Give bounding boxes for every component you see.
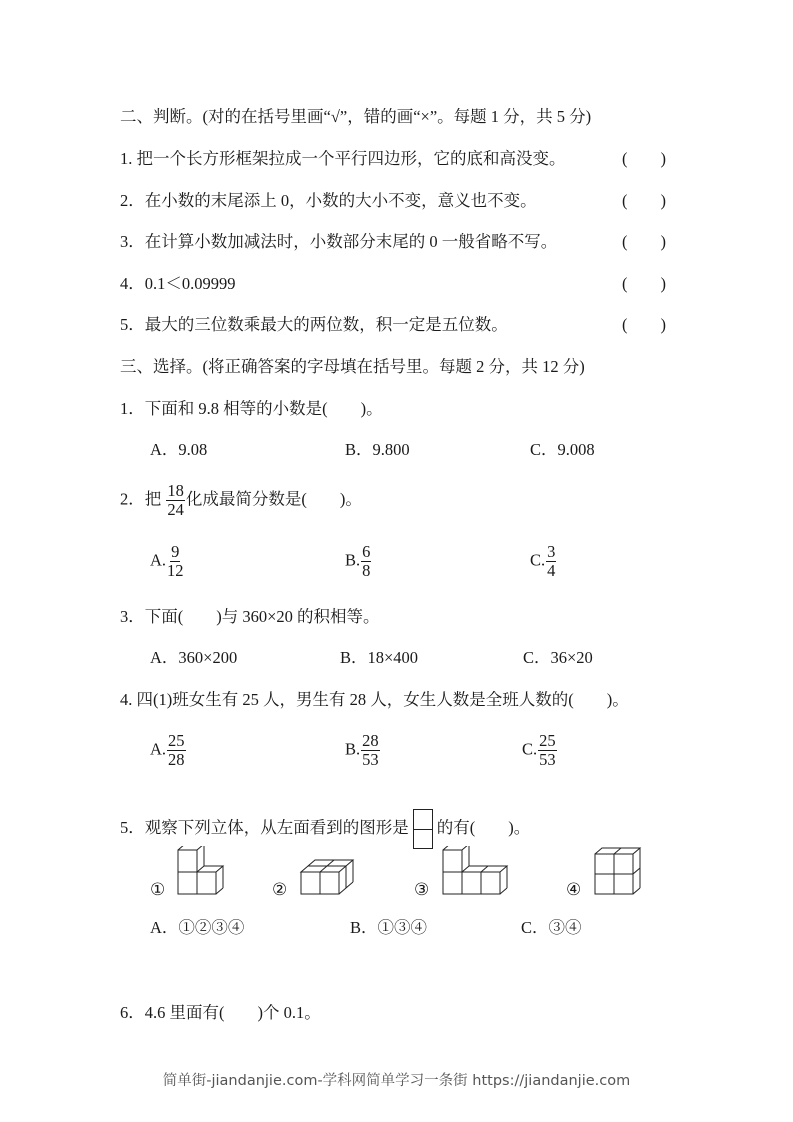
q2-option-a[interactable] — [150, 543, 185, 580]
section2-title: 二、判断。(对的在括号里画“√”，错的画“×”。每题 1 分，共 5 分) — [120, 107, 592, 126]
q2-option-c[interactable] — [530, 543, 557, 580]
option-fraction — [538, 732, 557, 769]
fraction-denominator: 4 — [547, 561, 556, 580]
fraction-denominator: 12 — [167, 561, 184, 580]
tf-answer-blank-4[interactable]: ( ) — [622, 274, 666, 293]
tf-answer-blank-5[interactable]: ( ) — [622, 315, 666, 334]
tf-answer-blank-3[interactable]: ( ) — [622, 232, 666, 251]
fraction-denominator: 28 — [168, 750, 185, 769]
q3-option-b[interactable]: B．18×400 — [340, 648, 419, 667]
q3-option-a[interactable]: A．360×200 — [150, 648, 238, 667]
option-fraction — [167, 732, 186, 769]
tf-question-5: 5．最大的三位数乘最大的两位数，积一定是五位数。 — [120, 315, 508, 334]
option-fraction — [167, 543, 184, 580]
tf-question-1: 1. 把一个长方形框架拉成一个平行四边形，它的底和高没变。 — [120, 149, 566, 168]
fraction-numerator: 25 — [539, 731, 556, 750]
fraction-numerator: 25 — [168, 731, 185, 750]
mc-question-6: 6．4.6 里面有( )个 0.1。 — [120, 1003, 321, 1022]
figure-4-cubes-icon — [593, 846, 645, 898]
q5-option-a[interactable]: A．①②③④ — [150, 918, 245, 937]
mc-question-4: 4. 四(1)班女生有 25 人，男生有 28 人，女生人数是全班人数的( )。 — [120, 690, 629, 709]
mc-question-2 — [120, 482, 362, 519]
fraction-denominator: 24 — [167, 500, 184, 519]
mc-question-3: 3．下面( )与 360×20 的积相等。 — [120, 607, 380, 626]
q3-option-c[interactable]: C．36×20 — [523, 648, 593, 667]
q4-option-b[interactable] — [345, 732, 381, 769]
option-fraction — [546, 543, 556, 580]
tf-question-3: 3．在计算小数加减法时，小数部分末尾的 0 一般省略不写。 — [120, 232, 558, 251]
q5-suffix: 的有( )。 — [436, 818, 531, 837]
q4-option-c[interactable] — [522, 732, 558, 769]
fraction-numerator: 18 — [167, 481, 184, 500]
tf-answer-blank-2[interactable]: ( ) — [622, 191, 666, 210]
option-label: C. — [522, 739, 538, 759]
option-label: B. — [345, 550, 361, 570]
section3-title: 三、选择。(将正确答案的字母填在括号里。每题 2 分，共 12 分) — [120, 357, 585, 376]
q5-option-b[interactable]: B．①③④ — [350, 918, 428, 937]
mc-question-5 — [120, 806, 530, 850]
tf-question-4: 4．0.1＜0.09999 — [120, 274, 236, 293]
figure-2-cubes-icon — [299, 856, 365, 900]
q2-suffix: 化成最简分数是( )。 — [185, 489, 362, 509]
q2-fraction — [166, 482, 185, 519]
option-fraction — [361, 732, 380, 769]
q4-option-a[interactable] — [150, 732, 187, 769]
fraction-numerator: 3 — [547, 542, 556, 561]
fraction-denominator: 53 — [539, 750, 556, 769]
option-label: C. — [530, 550, 546, 570]
figure-label-2: ② — [272, 880, 288, 899]
q1-option-c[interactable]: C．9.008 — [530, 440, 595, 459]
figure-label-1: ① — [150, 880, 166, 899]
footer-watermark: 简单街-jiandanjie.com-学科网简单学习一条街 https://jiandanjie.com — [162, 1073, 631, 1089]
figure-label-3: ③ — [414, 880, 430, 899]
tf-answer-blank-1[interactable]: ( ) — [622, 149, 666, 168]
fraction-numerator: 28 — [362, 731, 379, 750]
option-label: A. — [150, 739, 167, 759]
tf-question-2: 2．在小数的末尾添上 0，小数的大小不变，意义也不变。 — [120, 191, 537, 210]
q1-option-b[interactable]: B．9.800 — [345, 440, 410, 459]
figure-3-cubes-icon — [441, 846, 521, 898]
figure-label-4: ④ — [566, 880, 582, 899]
fraction-denominator: 8 — [362, 561, 371, 580]
fraction-numerator: 6 — [362, 542, 371, 561]
fraction-denominator: 53 — [362, 750, 379, 769]
q2-option-b[interactable] — [345, 543, 372, 580]
option-label: B. — [345, 739, 361, 759]
q1-option-a[interactable]: A．9.08 — [150, 440, 208, 459]
q5-prefix: 5．观察下列立体，从左面看到的图形是 — [120, 818, 409, 837]
mc-question-1: 1．下面和 9.8 相等的小数是( )。 — [120, 399, 383, 418]
two-stacked-squares-icon — [413, 809, 433, 849]
figure-1-cubes-icon — [176, 846, 236, 898]
q2-prefix: 2．把 — [120, 489, 162, 509]
fraction-numerator: 9 — [171, 542, 180, 561]
option-fraction — [361, 543, 371, 580]
option-label: A. — [150, 550, 167, 570]
q5-option-c[interactable]: C．③④ — [521, 918, 582, 937]
